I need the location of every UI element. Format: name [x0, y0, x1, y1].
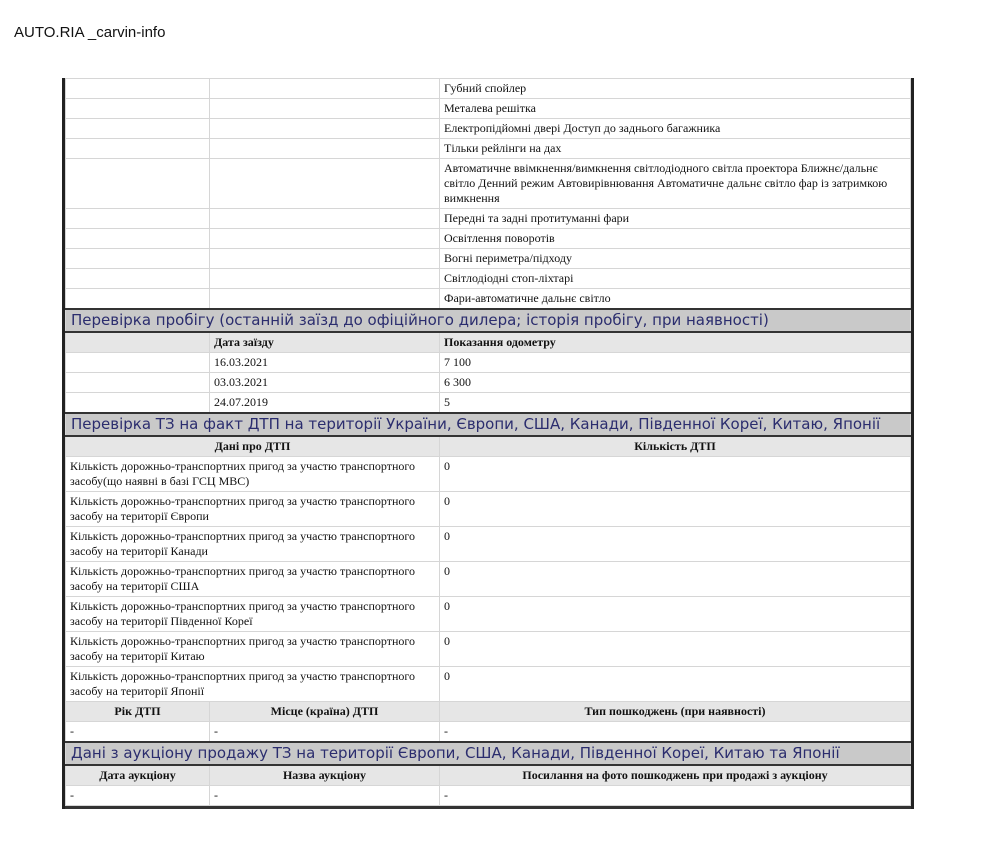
- equipment-item: Тільки рейлінги на дах: [440, 139, 911, 159]
- accident-row: [66, 492, 911, 527]
- accident-count: 0: [440, 667, 911, 702]
- accident-count: 0: [440, 562, 911, 597]
- equipment-row: [66, 289, 911, 310]
- accident-label: Кількість дорожньо-транспортних пригод за участю транспортного засобу на території Китаю: [66, 632, 440, 667]
- report-table: [65, 78, 911, 806]
- accident-count-header: Кількість ДТП: [440, 436, 911, 457]
- accident-count: 0: [440, 457, 911, 492]
- mileage-date: 16.03.2021: [210, 353, 440, 373]
- equipment-item: Фари-автоматичне дальнє світло: [440, 289, 911, 310]
- mileage-date: 03.03.2021: [210, 373, 440, 393]
- mileage-odometer: 5: [440, 393, 911, 414]
- accident-row: [66, 562, 911, 597]
- accident-data-header: Дані про ДТП: [66, 436, 440, 457]
- equipment-row: [66, 119, 911, 139]
- mileage-row: [66, 373, 911, 393]
- accident-row: [66, 527, 911, 562]
- mileage-odometer-header: Показання одометру: [440, 332, 911, 353]
- accidents-section-title: Перевірка ТЗ на факт ДТП на території України, Європи, США, Канади, Південної Кореї, Китаю, Японії: [66, 413, 911, 436]
- accident-row: [66, 667, 911, 702]
- accident-count: 0: [440, 597, 911, 632]
- auction-section-title: Дані з аукціону продажу ТЗ на території Європи, США, Канади, Південної Кореї, Китаю та Японії: [66, 742, 911, 765]
- accident-row: [66, 457, 911, 492]
- mileage-odometer: 6 300: [440, 373, 911, 393]
- equipment-row: [66, 99, 911, 119]
- mileage-row: [66, 353, 911, 373]
- mileage-row: [66, 393, 911, 414]
- report-document: [62, 78, 914, 809]
- equipment-item: Передні та задні протитуманні фари: [440, 209, 911, 229]
- accident-label: Кількість дорожньо-транспортних пригод за участю транспортного засобу на території Японії: [66, 667, 440, 702]
- auction-name-header: Назва аукціону: [210, 765, 440, 786]
- accident-label: Кількість дорожньо-транспортних пригод за участю транспортного засобу на території Канади: [66, 527, 440, 562]
- accident-place: -: [210, 722, 440, 743]
- accident-row: [66, 632, 911, 667]
- mileage-date-header: Дата заїзду: [210, 332, 440, 353]
- bottom-rule: [65, 806, 911, 809]
- equipment-item: Електропідйомні двері Доступ до заднього багажника: [440, 119, 911, 139]
- equipment-row: [66, 249, 911, 269]
- equipment-item: Губний спойлер: [440, 79, 911, 99]
- equipment-item: Світлодіодні стоп-ліхтарі: [440, 269, 911, 289]
- equipment-row: [66, 139, 911, 159]
- accident-count: 0: [440, 492, 911, 527]
- auction-date: -: [66, 786, 210, 806]
- mileage-section-title: Перевірка пробігу (останній заїзд до офіційного дилера; історія пробігу, при наявності): [66, 309, 911, 332]
- equipment-item: Вогні периметра/підходу: [440, 249, 911, 269]
- accident-place-header: Місце (країна) ДТП: [210, 702, 440, 722]
- accident-label: Кількість дорожньо-транспортних пригод за участю транспортного засобу на території Південної Кореї: [66, 597, 440, 632]
- equipment-item: Освітлення поворотів: [440, 229, 911, 249]
- equipment-row: [66, 229, 911, 249]
- accident-label: Кількість дорожньо-транспортних пригод за участю транспортного засобу на території Європи: [66, 492, 440, 527]
- accident-label: Кількість дорожньо-транспортних пригод за участю транспортного засобу(що наявні в базі ГСЦ МВС): [66, 457, 440, 492]
- auction-photos-header: Посилання на фото пошкоджень при продажі з аукціону: [440, 765, 911, 786]
- equipment-row: [66, 159, 911, 209]
- accident-count: 0: [440, 632, 911, 667]
- auction-photos: -: [440, 786, 911, 806]
- auction-date-header: Дата аукціону: [66, 765, 210, 786]
- equipment-item: Металева решітка: [440, 99, 911, 119]
- accident-year-header: Рік ДТП: [66, 702, 210, 722]
- accident-row: [66, 597, 911, 632]
- app-title: AUTO.RIA _carvin-info: [14, 24, 166, 41]
- auction-name: -: [210, 786, 440, 806]
- equipment-row: [66, 79, 911, 99]
- accident-detail-row: [66, 722, 911, 743]
- equipment-row: [66, 269, 911, 289]
- accident-year: -: [66, 722, 210, 743]
- mileage-odometer: 7 100: [440, 353, 911, 373]
- equipment-row: [66, 209, 911, 229]
- equipment-item: Автоматичне ввімкнення/вимкнення світлодіодного світла проектора Ближнє/дальнє світло Денний режим Автовирівнювання Автоматичне дальнє світло фар із затримкою вимкнення: [440, 159, 911, 209]
- accident-count: 0: [440, 527, 911, 562]
- auction-row: [66, 786, 911, 806]
- mileage-date: 24.07.2019: [210, 393, 440, 414]
- accident-damage-header: Тип пошкоджень (при наявності): [440, 702, 911, 722]
- accident-damage: -: [440, 722, 911, 743]
- accident-label: Кількість дорожньо-транспортних пригод за участю транспортного засобу на території США: [66, 562, 440, 597]
